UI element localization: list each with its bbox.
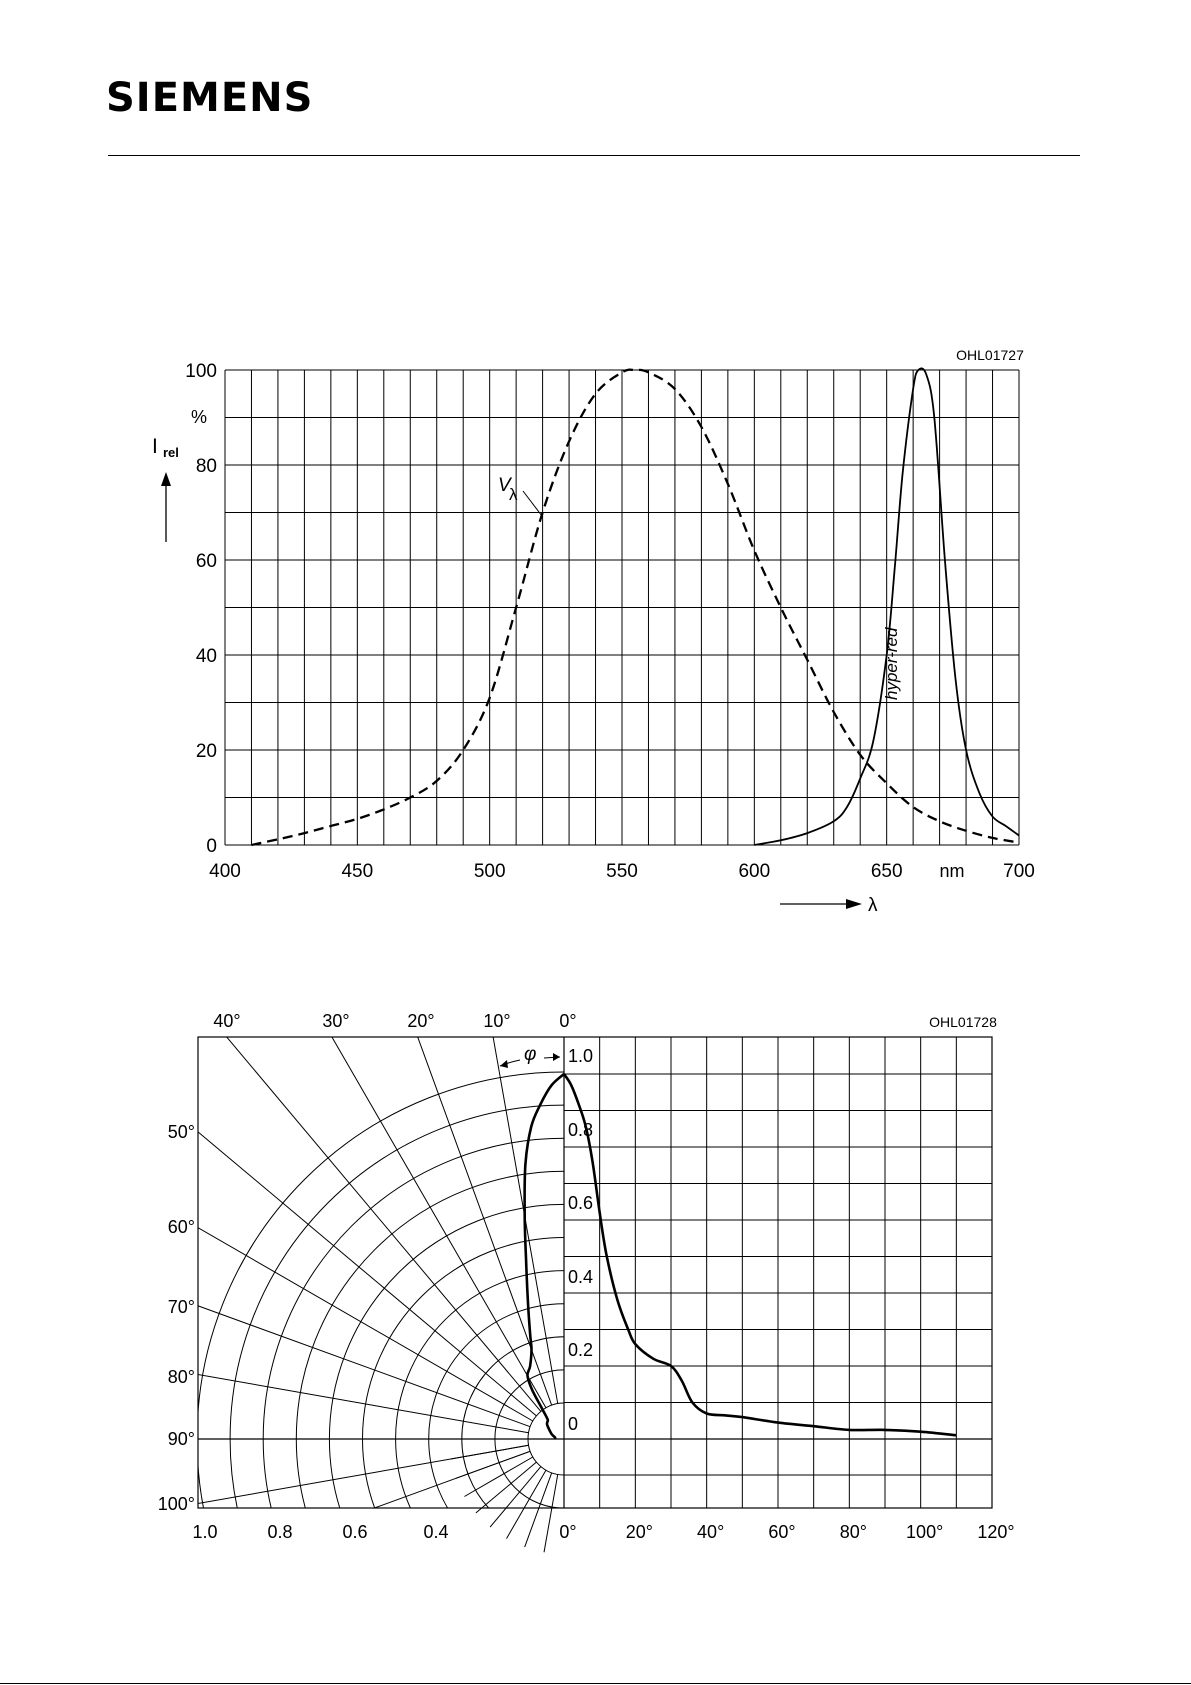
- radial-label: 0.2: [568, 1340, 594, 1360]
- footer-rule: [0, 1683, 1191, 1684]
- x-axis-label: λ: [868, 895, 878, 916]
- x-label-right: 40°: [697, 1522, 725, 1542]
- polar-ray-lower: [476, 1462, 537, 1513]
- rect-curve: [564, 1074, 956, 1435]
- phi-label: φ: [524, 1044, 537, 1065]
- angle-label-top: 0°: [559, 1011, 577, 1031]
- x-label-right: 0°: [559, 1522, 577, 1542]
- y-unit-label: %: [190, 407, 208, 427]
- series-label-v: V: [498, 475, 511, 496]
- polar-ray: [28, 989, 537, 1416]
- chart-frame: [198, 1037, 992, 1508]
- x-label-left: 1.0: [192, 1522, 218, 1542]
- siemens-logo: SIEMENS: [106, 75, 314, 121]
- x-tick-label: 450: [341, 861, 374, 882]
- x-label-right: 100°: [906, 1522, 944, 1542]
- figure-code: OHL01728: [929, 1014, 997, 1030]
- y-axis-label-sub: rel: [163, 445, 179, 460]
- phi-arrowhead-left: [500, 1060, 508, 1068]
- polar-grid: [0, 750, 931, 1685]
- x-tick-label: 700: [1003, 861, 1035, 882]
- x-label-right: 20°: [625, 1522, 653, 1542]
- angle-label-left: 90°: [167, 1429, 195, 1449]
- radial-label: 0.6: [568, 1193, 594, 1213]
- angle-label-top: 20°: [407, 1011, 435, 1031]
- radial-label: 0.4: [568, 1267, 594, 1287]
- polar-ray-lower: [490, 1467, 541, 1528]
- x-label-left: 0.8: [267, 1522, 293, 1542]
- radial-label: 0.8: [568, 1120, 594, 1140]
- angle-label-left: 70°: [167, 1297, 195, 1317]
- angle-label-left: 80°: [167, 1367, 195, 1387]
- y-tick-label: 0: [206, 836, 217, 857]
- x-label-left: 0.4: [423, 1522, 449, 1542]
- x-label-left: 0.6: [342, 1522, 368, 1542]
- polar-ray: [442, 750, 557, 1404]
- radiation-labels: [158, 1011, 1015, 1542]
- polar-ray: [0, 1089, 533, 1421]
- x-label-right: 80°: [839, 1522, 867, 1542]
- y-tick-label: 40: [195, 646, 217, 667]
- angle-label-left: 50°: [167, 1122, 195, 1142]
- polar-ray: [0, 1451, 530, 1678]
- angle-label-top: 30°: [322, 1011, 350, 1031]
- polar-ray: [325, 781, 552, 1405]
- y-tick-label: 20: [195, 741, 217, 762]
- figure-code: OHL01727: [956, 347, 1024, 363]
- angle-label-left: 60°: [167, 1217, 195, 1237]
- x-tick-label: 650: [870, 861, 903, 882]
- x-tick-label: 550: [606, 861, 638, 882]
- series-label-lambda: λ: [509, 485, 518, 504]
- radial-label: 1.0: [568, 1046, 594, 1066]
- y-axis-label: I: [152, 435, 158, 458]
- polar-ray: [214, 833, 546, 1408]
- angle-label-left: 100°: [157, 1494, 195, 1514]
- polar-ray-lower: [544, 1474, 558, 1552]
- x-label-right: 120°: [977, 1522, 1015, 1542]
- y-tick-label: 80: [195, 456, 217, 477]
- radiation-grid: [0, 750, 992, 1685]
- x-tick-label: 600: [738, 861, 771, 882]
- x-unit-label: nm: [939, 861, 965, 881]
- x-tick-label: 400: [209, 861, 241, 882]
- angle-label-top: 40°: [213, 1011, 241, 1031]
- x-tick-label: 500: [473, 861, 506, 882]
- y-tick-label: 60: [195, 551, 217, 572]
- y-tick-label: 100: [185, 361, 217, 382]
- angle-label-top: 10°: [483, 1011, 511, 1031]
- phi-arrowhead-right: [553, 1053, 560, 1061]
- polar-ray: [114, 903, 541, 1412]
- series-label-hyper-red: hyper-red: [882, 627, 901, 700]
- radial-label: 0: [568, 1414, 579, 1434]
- x-label-right: 60°: [768, 1522, 796, 1542]
